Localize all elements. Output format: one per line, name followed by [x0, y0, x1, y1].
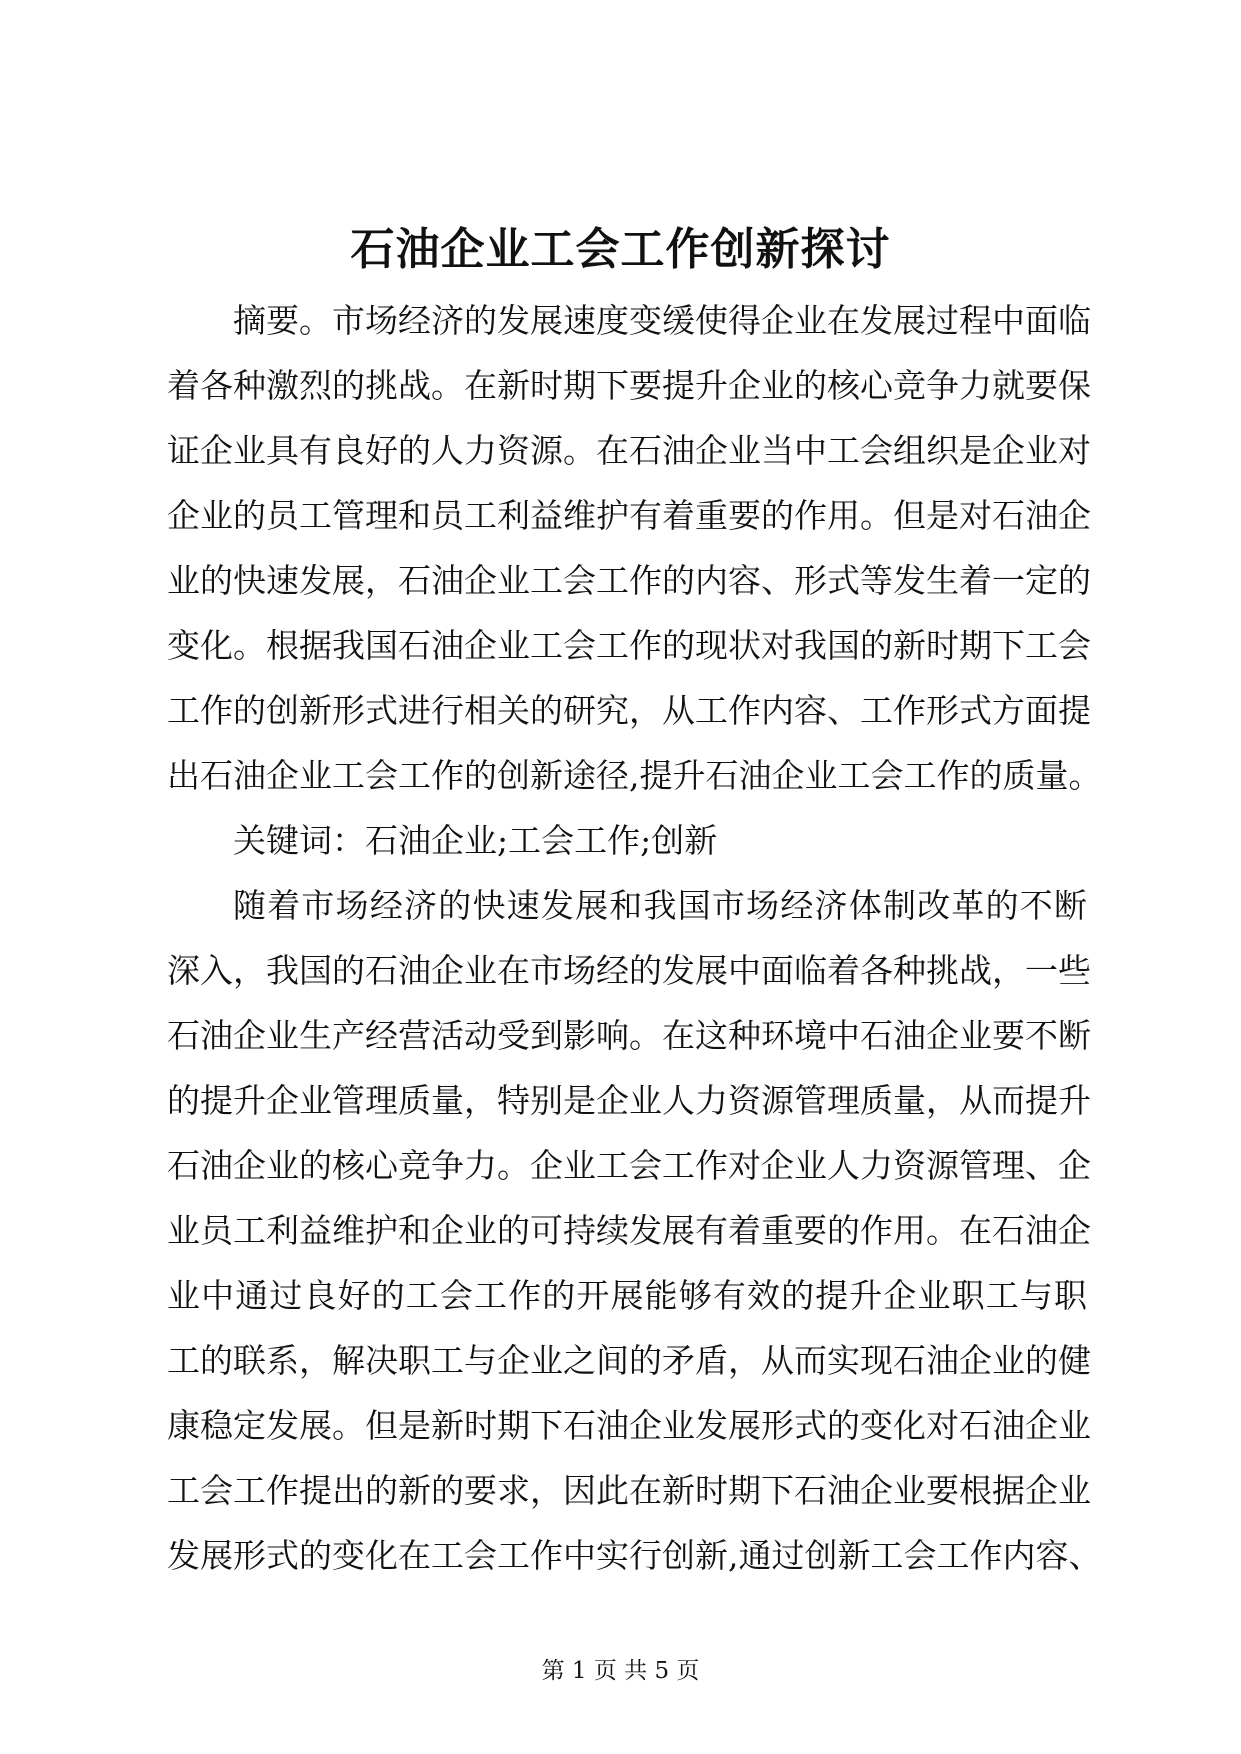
abstract-line: 证企业具有良好的人力资源。在石油企业当中工会组织是企业对 — [167, 431, 1091, 470]
document-body — [167, 288, 1102, 1588]
body-line: 业员工利益维护和企业的可持续发展有着重要的作用。在石油企 — [167, 1211, 1091, 1250]
abstract-line: 企业的员工管理和员工利益维护有着重要的作用。但是对石油企 — [167, 496, 1091, 535]
body-line: 工会工作提出的新的要求，因此在新时期下石油企业要根据企业 — [167, 1471, 1091, 1510]
body-paragraph — [167, 873, 1102, 1588]
body-line: 发展形式的变化在工会工作中实行创新,通过创新工会工作内容、 — [167, 1536, 1102, 1575]
abstract-line: 业的快速发展，石油企业工会工作的内容、形式等发生着一定的 — [167, 561, 1091, 600]
abstract-line: 着各种激烈的挑战。在新时期下要提升企业的核心竞争力就要保 — [167, 366, 1091, 405]
page-footer: 第 1 页 共 5 页 — [541, 1658, 700, 1684]
body-line: 石油企业的核心竞争力。企业工会工作对企业人力资源管理、企 — [167, 1146, 1091, 1185]
body-line: 康稳定发展。但是新时期下石油企业发展形式的变化对石油企业 — [167, 1406, 1091, 1445]
body-line: 石油企业生产经营活动受到影响。在这种环境中石油企业要不断 — [167, 1016, 1091, 1055]
body-line: 深入，我国的石油企业在市场经的发展中面临着各种挑战，一些 — [167, 951, 1091, 990]
body-line: 随着市场经济的快速发展和我国市场经济体制改革的不断 — [233, 886, 1087, 925]
abstract-line: 摘要。市场经济的发展速度变缓使得企业在发展过程中面临 — [233, 301, 1091, 340]
body-line: 业中通过良好的工会工作的开展能够有效的提升企业职工与职 — [167, 1276, 1087, 1315]
abstract-line: 变化。根据我国石油企业工会工作的现状对我国的新时期下工会 — [167, 626, 1091, 665]
body-line: 的提升企业管理质量，特别是企业人力资源管理质量，从而提升 — [167, 1081, 1091, 1120]
keywords-line: 关键词：石油企业;工会工作;创新 — [233, 821, 718, 860]
body-line: 工的联系，解决职工与企业之间的矛盾，从而实现石油企业的健 — [167, 1341, 1091, 1380]
document-title: 石油企业工会工作创新探讨 — [350, 224, 891, 275]
abstract-paragraph — [167, 288, 1102, 808]
abstract-line: 出石油企业工会工作的创新途径,提升石油企业工会工作的质量。 — [167, 756, 1102, 795]
abstract-line: 工作的创新形式进行相关的研究，从工作内容、工作形式方面提 — [167, 691, 1091, 730]
